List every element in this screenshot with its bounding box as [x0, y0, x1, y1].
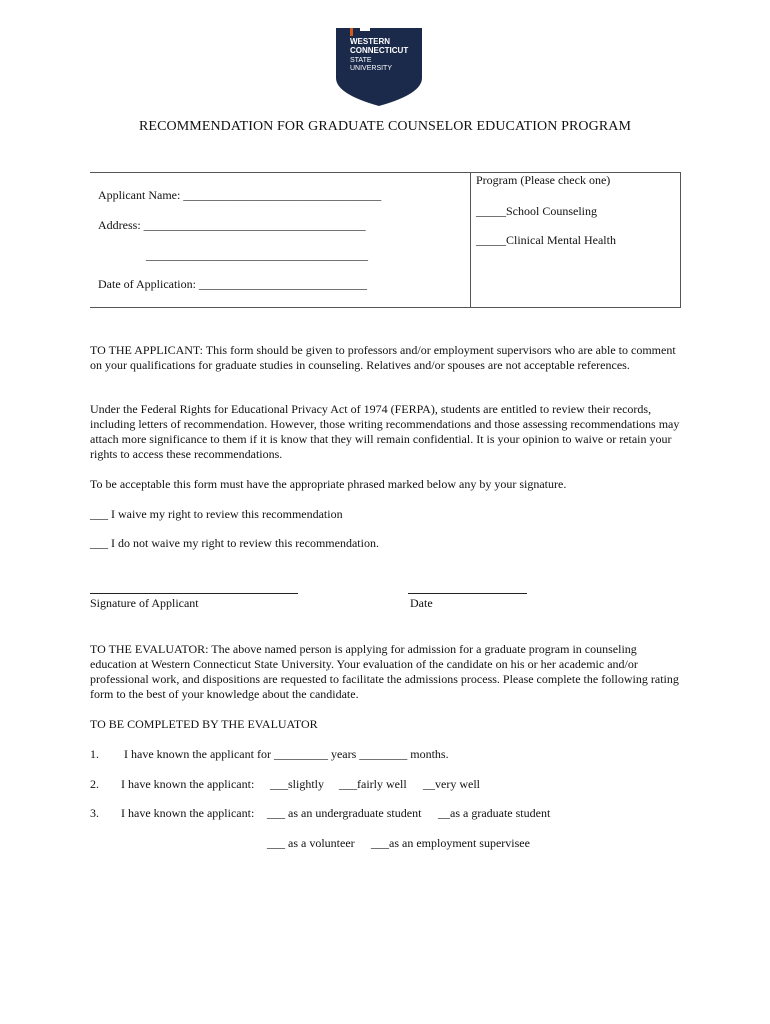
undergraduate-option[interactable]: ___ as an undergraduate student [267, 806, 422, 820]
evaluator-heading: TO BE COMPLETED BY THE EVALUATOR [90, 717, 318, 731]
logo-line4: UNIVERSITY [350, 65, 393, 72]
clinical-mental-health-option[interactable]: _____Clinical Mental Health [476, 233, 616, 247]
ferpa-paragraph: Under the Federal Rights for Educational Privacy Act of 1974 (FERPA), students are entitled to review their records, including letters of recommendation. However, those writing recommendations and those assessing recommendations may attach more significance to them if it is know that they will remain confidential. It is your opinion to waive or retain your rights to access these recommendations. [90, 402, 680, 461]
program-heading: Program (Please check one) [476, 173, 611, 187]
graduate-option[interactable]: __as a graduate student [438, 806, 551, 820]
address-line2-field[interactable]: _____________________________________ [146, 248, 368, 262]
question-3-text: I have known the applicant: [121, 806, 255, 820]
waive-option[interactable]: ___ I waive my right to review this recommendation [90, 507, 343, 521]
applicant-instructions: TO THE APPLICANT: This form should be given to professors and/or employment supervisors who are able to comment on your qualifications for graduate studies in counseling. Relatives and/or spouses are not acceptable references. [90, 343, 676, 372]
address-field[interactable]: Address: _____________________________________ [98, 218, 366, 232]
school-counseling-option[interactable]: _____School Counseling [476, 204, 598, 218]
applicant-name-field[interactable]: Applicant Name: _________________________________ [98, 188, 382, 202]
evaluator-instructions: TO THE EVALUATOR: The above named person is applying for admission for a graduate program in counseling education at Western Connecticut State University. Your evaluation of the candidate on his or her academic and/or professional work, and dispositions are requested to facilitate the admissions process. Please complete the following rating form to the best of your knowledge about the candidate. [90, 642, 679, 701]
logo-line3: STATE [350, 57, 372, 64]
fairly-well-option[interactable]: ___fairly well [339, 777, 407, 791]
form-title: RECOMMENDATION FOR GRADUATE COUNSELOR EDUCATION PROGRAM [138, 119, 632, 134]
logo-line1: WESTERN [350, 37, 390, 46]
very-well-option[interactable]: __very well [423, 777, 480, 791]
slightly-option[interactable]: ___slightly [270, 777, 325, 791]
logo-line2: CONNECTICUT [350, 46, 409, 55]
date-of-application-field[interactable]: Date of Application: ____________________________ [98, 277, 367, 291]
signature-label: Signature of Applicant [90, 596, 199, 610]
volunteer-option[interactable]: ___ as a volunteer [267, 836, 355, 850]
employment-supervisee-option[interactable]: ___as an employment supervisee [371, 836, 530, 850]
question-1-number: 1. [90, 747, 99, 761]
question-1-text[interactable]: I have known the applicant for _________ years ________ months. [124, 747, 449, 761]
not-waive-option[interactable]: ___ I do not waive my right to review this recommendation. [90, 536, 379, 550]
question-2-text: I have known the applicant: [121, 777, 255, 791]
acceptable-note: To be acceptable this form must have the appropriate phrased marked below any by your signature. [90, 477, 567, 491]
university-logo [334, 28, 424, 106]
date-line[interactable] [408, 593, 527, 594]
date-label: Date [410, 596, 433, 610]
question-3-number: 3. [90, 806, 99, 820]
signature-line[interactable] [90, 593, 298, 594]
question-2-number: 2. [90, 777, 99, 791]
